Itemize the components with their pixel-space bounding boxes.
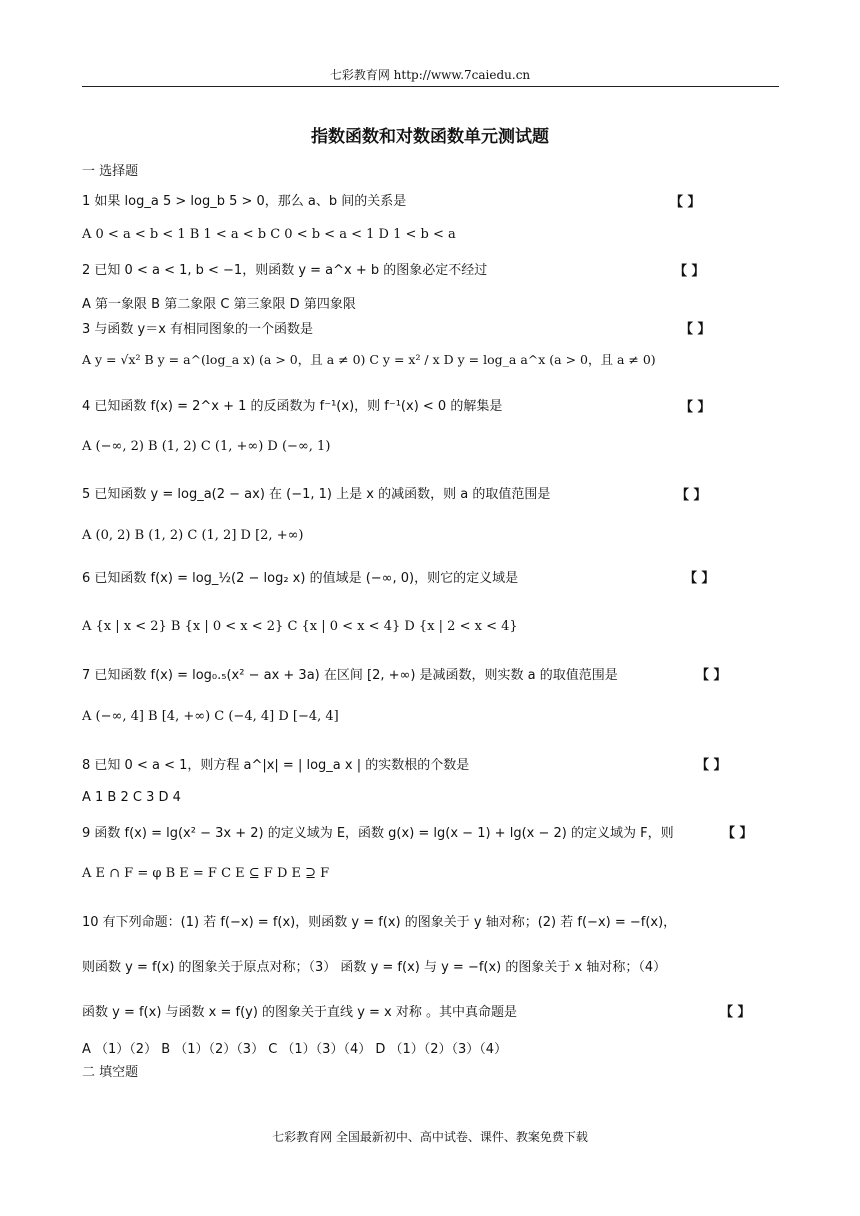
- question-5-options: A (0, 2) B (1, 2) C (1, 2] D [2, +∞): [82, 528, 304, 543]
- answer-bracket-1: 【 】: [670, 195, 701, 210]
- question-10-line-1: 10 有下列命题：(1) 若 f(−x) = f(x)，则函数 y = f(x) 的图象关于 y 轴对称；(2) 若 f(−x) = −f(x)，: [82, 915, 677, 930]
- question-10-options: A （1）（2） B （1）（2）（3） C （1）（3）（4） D （1）（2）（3）（4）: [82, 1042, 508, 1057]
- answer-bracket-10: 【 】: [720, 1005, 751, 1020]
- section-heading-choice: 一 选择题: [82, 164, 139, 179]
- question-3-options: A y = √x² B y = a^(log_a x) (a > 0，且 a ≠ 0) C y = x² / x D y = log_a a^x (a > 0，且 a ≠ 0): [82, 352, 656, 367]
- question-2-options: A 第一象限 B 第二象限 C 第三象限 D 第四象限: [82, 297, 356, 312]
- answer-bracket-4: 【 】: [680, 400, 711, 415]
- question-10-line-2: 则函数 y = f(x) 的图象关于原点对称；（3） 函数 y = f(x) 与 y = −f(x) 的图象关于 x 轴对称；（4）: [82, 960, 667, 975]
- question-5-text: 5 已知函数 y = log_a(2 − ax) 在 (−1, 1) 上是 x 的减函数，则 a 的取值范围是: [82, 487, 551, 502]
- question-7-options: A (−∞, 4] B [4, +∞) C (−4, 4] D [−4, 4]: [82, 709, 339, 724]
- page-title: 指数函数和对数函数单元测试题: [311, 127, 549, 147]
- question-2-text: 2 已知 0 < a < 1, b < −1，则函数 y = a^x + b 的图象必定不经过: [82, 263, 488, 278]
- header-rule: [82, 86, 779, 87]
- question-6-options: A {x | x < 2} B {x | 0 < x < 2} C {x | 0 < x < 4} D {x | 2 < x < 4}: [82, 619, 518, 634]
- question-9-text: 9 函数 f(x) = lg(x² − 3x + 2) 的定义域为 E，函数 g(x) = lg(x − 1) + lg(x − 2) 的定义域为 F，则: [82, 826, 674, 841]
- question-4-options: A (−∞, 2) B (1, 2) C (1, +∞) D (−∞, 1): [82, 439, 331, 454]
- question-3-text: 3 与函数 y＝x 有相同图象的一个函数是: [82, 322, 314, 337]
- question-6-text: 6 已知函数 f(x) = log_½(2 − log₂ x) 的值域是 (−∞, 0)，则它的定义域是: [82, 571, 519, 586]
- answer-bracket-5: 【 】: [676, 488, 707, 503]
- page-header: 七彩教育网 http://www.7caiedu.cn: [329, 68, 531, 82]
- answer-bracket-2: 【 】: [674, 264, 705, 279]
- question-1-options: A 0 < a < b < 1 B 1 < a < b C 0 < b < a < 1 D 1 < b < a: [82, 227, 456, 242]
- answer-bracket-7: 【 】: [696, 668, 727, 683]
- question-7-text: 7 已知函数 f(x) = log₀.₅(x² − ax + 3a) 在区间 [2, +∞) 是减函数，则实数 a 的取值范围是: [82, 668, 618, 683]
- answer-bracket-9: 【 】: [722, 826, 753, 841]
- section-heading-fill: 二 填空题: [82, 1065, 139, 1080]
- question-1-text: 1 如果 log_a 5 > log_b 5 > 0，那么 a、b 间的关系是: [82, 194, 407, 209]
- question-9-options: A E ∩ F = φ B E = F C E ⊆ F D E ⊇ F: [82, 866, 330, 881]
- question-10-line-3: 函数 y = f(x) 与函数 x = f(y) 的图象关于直线 y = x 对称 。其中真命题是: [82, 1005, 517, 1020]
- question-8-text: 8 已知 0 < a < 1，则方程 a^|x| = | log_a x | 的实数根的个数是: [82, 758, 470, 773]
- question-4-text: 4 已知函数 f(x) = 2^x + 1 的反函数为 f⁻¹(x)，则 f⁻¹(x) < 0 的解集是: [82, 399, 503, 414]
- answer-bracket-8: 【 】: [696, 758, 727, 773]
- answer-bracket-3: 【 】: [680, 322, 711, 337]
- question-8-options: A 1 B 2 C 3 D 4: [82, 790, 181, 805]
- page-footer: 七彩教育网 全国最新初中、高中试卷、课件、教案免费下载: [272, 1130, 588, 1144]
- answer-bracket-6: 【 】: [684, 571, 715, 586]
